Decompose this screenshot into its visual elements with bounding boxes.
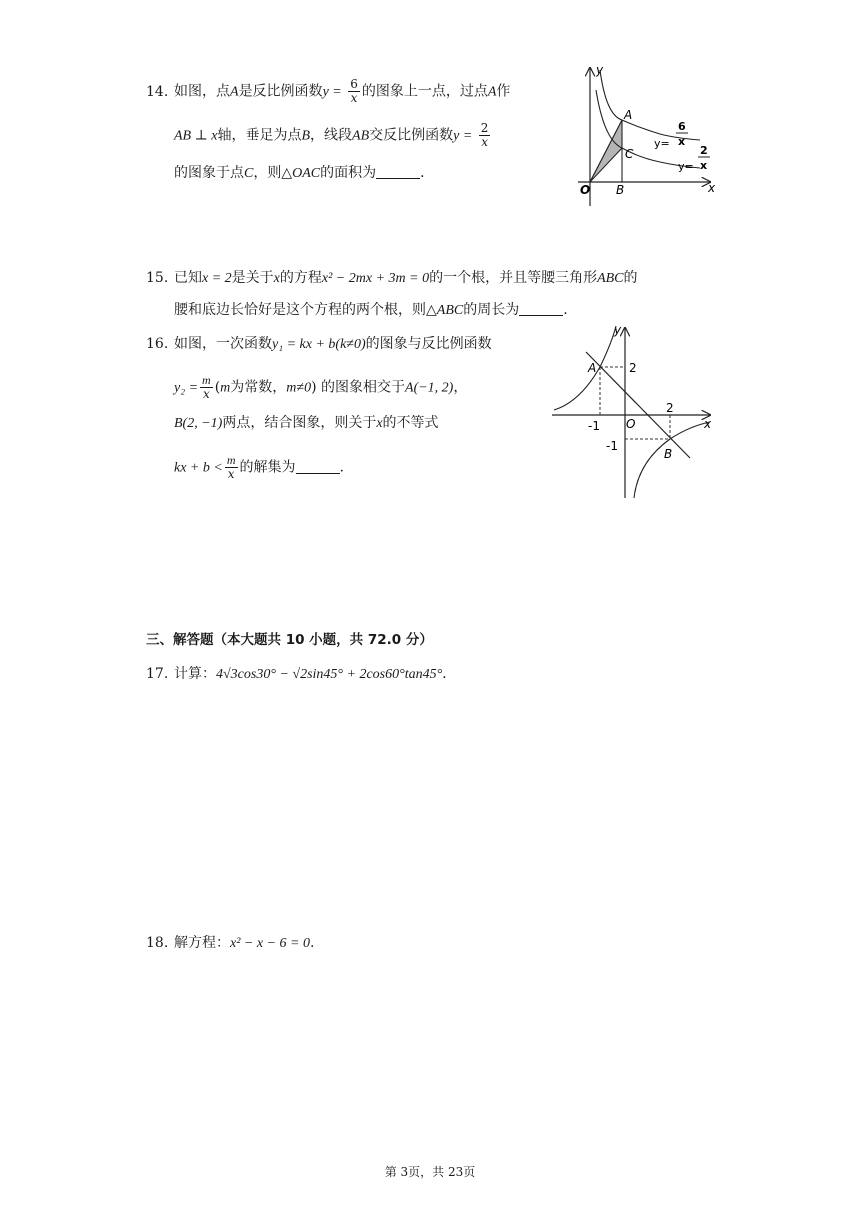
point-c-label: C: [625, 147, 634, 161]
fraction-6-over-x: $\frac{6}{x}$: [350, 77, 358, 105]
q17-expression: 4√3cos30° − √2sin45° + 2cos60°tan45°: [216, 667, 443, 682]
q15-line-2: 腰和底边长恰好是这个方程的两个根，则△ABC的周长为 .: [174, 302, 568, 318]
question-number: 18.: [146, 935, 169, 951]
question-number: 14.: [146, 83, 169, 100]
section-title: 三、解答题（本大题共 10 小题，共 72.0 分）: [146, 632, 433, 648]
curve-2-label: y=: [678, 160, 694, 173]
q16-figure: [550, 322, 720, 502]
point-b-label: B: [616, 183, 625, 197]
x-axis-label: x: [708, 181, 716, 195]
point-b-label: B: [664, 447, 673, 461]
q14-line-3: 的图象于点C，则△OAC的面积为 ．: [174, 165, 435, 181]
fraction-m-over-x: $\frac{m}{x}$: [202, 373, 211, 401]
x-axis-label: x: [704, 417, 712, 431]
point-a-label: A: [588, 361, 597, 375]
answer-blank: [519, 301, 563, 316]
q16-line-3: B(2, −1)两点，结合图象，则关于x的不等式: [174, 415, 439, 431]
y-axis-label: y: [596, 63, 604, 77]
fraction-m-over-x-2: $\frac{m}{x}$: [226, 453, 236, 481]
q14-line-2: AB ⊥ x轴，垂足为点B，线段AB交反比例函数y = $\frac{2}{x}$: [174, 121, 489, 149]
tick-label-2-x: 2: [666, 401, 674, 415]
answer-blank: [296, 459, 340, 474]
q14-figure: [560, 60, 720, 210]
q16-line-2: y₂ = $\frac{m}{x}$ (m为常数，m≠0) 的图象相交于A(−1, 2)，: [174, 373, 468, 401]
question-number: 15.: [146, 270, 169, 286]
q15-line-1: 15. 已知x = 2是关于x的方程x² − 2mx + 3m = 0的一个根，并且等腰三角形ABC的: [146, 270, 638, 286]
q16-line-4: kx + b < $\frac{m}{x}$ 的解集为 .: [174, 453, 344, 481]
point-o-label: O: [580, 183, 591, 197]
answer-blank: [376, 164, 420, 179]
y-axis-label: y: [614, 323, 622, 337]
point-a-label: A: [624, 108, 633, 122]
curve-1-label: y=: [654, 137, 670, 150]
question-17: 17. 计算：4√3cos30° − √2sin45° + 2cos60°tan45°．: [146, 666, 457, 682]
question-number: 16.: [146, 336, 169, 352]
q14-line-1: 14. 如图，点A是反比例函数y = $\frac{6}{x}$ 的图象上一点，过点A作: [146, 77, 511, 105]
curve-2-num: 2: [700, 144, 708, 157]
tick-label-neg1-x: -1: [588, 419, 600, 433]
curve-1-num: 6: [678, 120, 686, 133]
hyperbola-branch-2: [554, 326, 616, 410]
curve-1-den: x: [678, 135, 686, 148]
fraction-2-over-x: $\frac{2}{x}$: [480, 121, 489, 149]
origin-label: O: [626, 417, 636, 431]
curve-2-den: x: [700, 159, 708, 172]
question-number: 17.: [146, 666, 169, 682]
q18-expression: x² − x − 6 = 0: [230, 936, 310, 951]
linear-function-line: [586, 352, 690, 458]
tick-label-neg1-y: -1: [606, 439, 618, 453]
page-footer: 第 3页，共 23页: [384, 1165, 476, 1179]
tick-label-2-y: 2: [629, 361, 637, 375]
question-18: 18. 解方程：x² − x − 6 = 0.: [146, 935, 315, 951]
q16-line-1: 16. 如图，一次函数y₁ = kx + b(k≠0)的图象与反比例函数: [146, 336, 492, 352]
